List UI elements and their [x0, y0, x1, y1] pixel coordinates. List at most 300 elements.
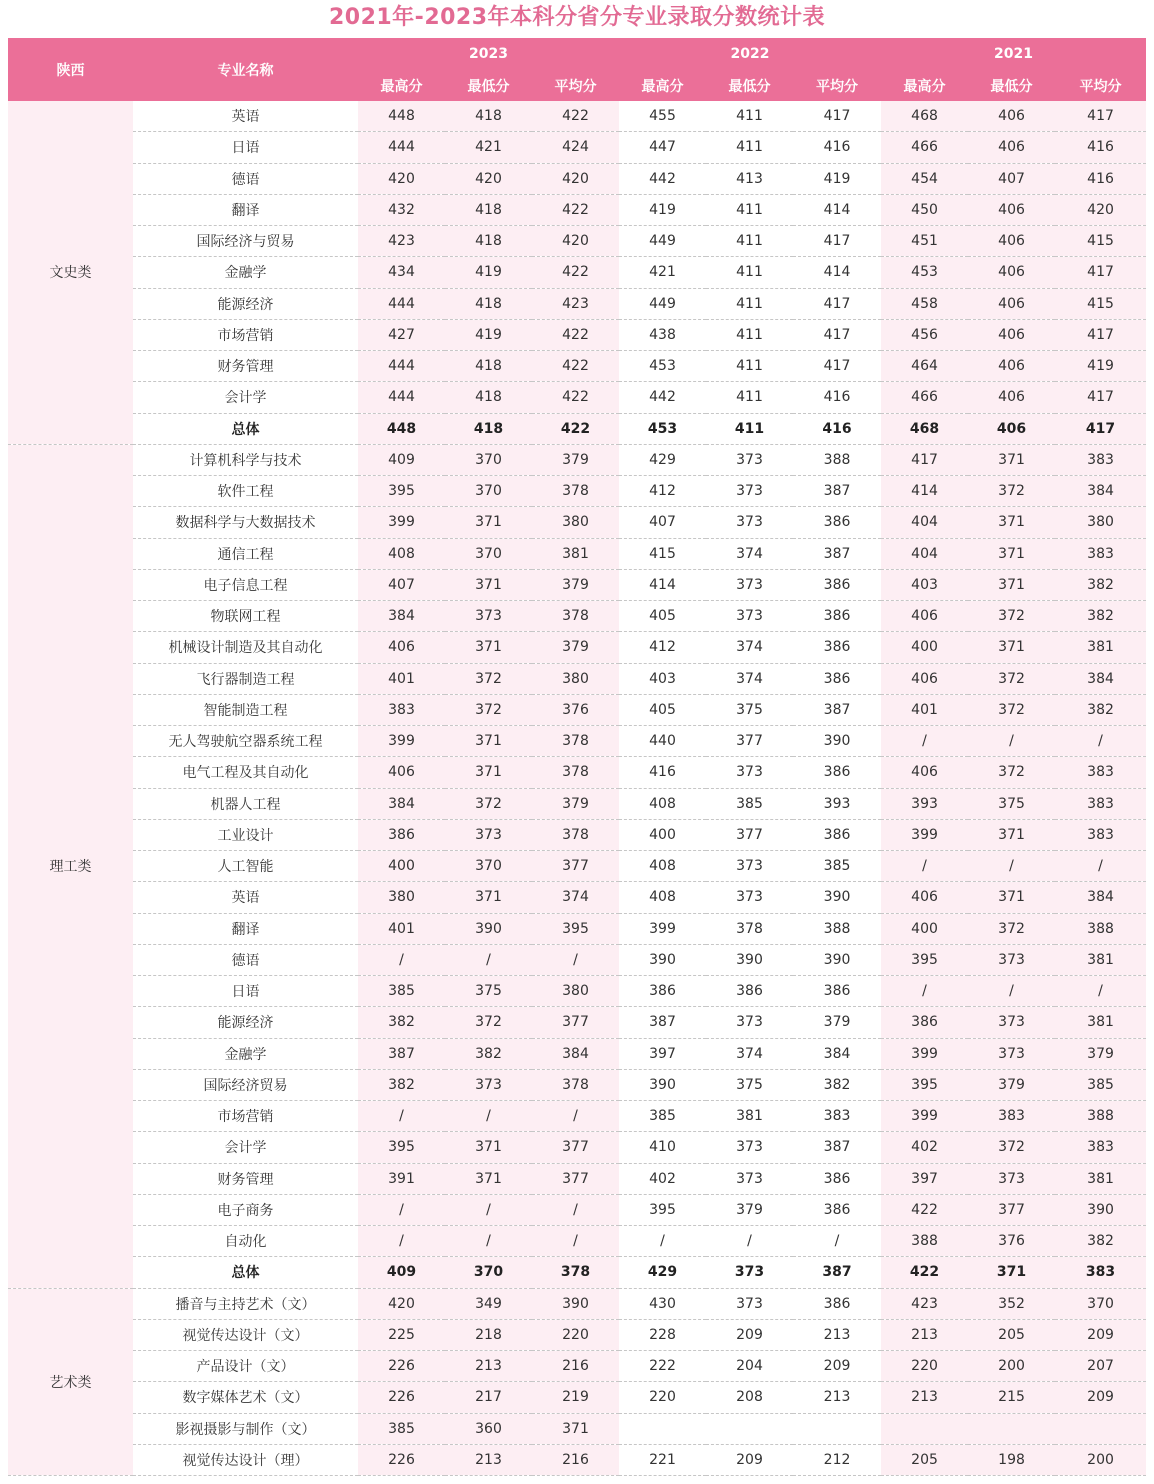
score-cell [1055, 1413, 1146, 1444]
score-cell: 373 [706, 601, 793, 632]
score-cell: 378 [532, 726, 619, 757]
score-cell: 373 [445, 1069, 532, 1100]
table-row [8, 788, 1146, 819]
score-cell: 409 [358, 1257, 445, 1288]
score-cell: 377 [532, 1163, 619, 1194]
major-name-cell: 通信工程 [133, 538, 358, 569]
score-cell: 374 [532, 882, 619, 913]
subheader-min-score: 最低分 [445, 70, 532, 101]
score-cell: 422 [532, 194, 619, 225]
score-cell: 406 [881, 757, 968, 788]
major-name-cell: 电子信息工程 [133, 569, 358, 600]
score-cell: 468 [881, 413, 968, 444]
table-row [8, 1382, 1146, 1413]
score-cell: 399 [358, 507, 445, 538]
score-cell: 209 [1055, 1382, 1146, 1413]
score-cell: 371 [445, 1163, 532, 1194]
score-cell: 374 [706, 632, 793, 663]
score-cell: 374 [706, 538, 793, 569]
score-cell: 448 [358, 101, 445, 132]
score-cell: 418 [445, 382, 532, 413]
table-row [8, 976, 1146, 1007]
score-cell: 376 [968, 1226, 1055, 1257]
score-cell: 411 [706, 257, 793, 288]
score-cell: 379 [532, 569, 619, 600]
score-cell: 399 [881, 1038, 968, 1069]
score-cell: 405 [619, 601, 706, 632]
score-cell: 411 [706, 288, 793, 319]
score-cell: 385 [619, 1101, 706, 1132]
score-cell: 407 [358, 569, 445, 600]
major-name-cell: 市场营销 [133, 319, 358, 350]
score-cell: 384 [532, 1038, 619, 1069]
table-row [8, 1351, 1146, 1382]
score-cell: 388 [1055, 1101, 1146, 1132]
table-row [8, 1226, 1146, 1257]
score-cell: 371 [968, 882, 1055, 913]
major-name-cell: 视觉传达设计（理） [133, 1444, 358, 1475]
score-cell: 382 [1055, 694, 1146, 725]
score-cell: 406 [968, 226, 1055, 257]
score-cell: 393 [881, 788, 968, 819]
score-cell: 383 [793, 1101, 881, 1132]
major-name-cell: 市场营销 [133, 1101, 358, 1132]
score-cell: 373 [445, 601, 532, 632]
score-cell: 371 [445, 726, 532, 757]
score-cell: 383 [358, 694, 445, 725]
score-cell: 422 [532, 382, 619, 413]
major-name-cell: 无人驾驶航空器系统工程 [133, 726, 358, 757]
score-cell: 209 [1055, 1319, 1146, 1350]
score-cell: 414 [793, 194, 881, 225]
score-cell: 370 [445, 444, 532, 475]
major-name-cell: 工业设计 [133, 819, 358, 850]
major-name-cell: 播音与主持艺术（文） [133, 1288, 358, 1319]
score-cell: 374 [706, 1038, 793, 1069]
score-cell: 200 [968, 1351, 1055, 1382]
table-row [8, 101, 1146, 132]
score-cell: 226 [358, 1382, 445, 1413]
score-cell: 417 [793, 101, 881, 132]
score-cell: 390 [793, 882, 881, 913]
score-cell: 449 [619, 226, 706, 257]
score-cell: 384 [793, 1038, 881, 1069]
score-cell [881, 1413, 968, 1444]
score-cell: 444 [358, 382, 445, 413]
score-cell: 444 [358, 132, 445, 163]
score-cell: 378 [532, 601, 619, 632]
score-cell: 406 [968, 194, 1055, 225]
score-cell: 217 [445, 1382, 532, 1413]
score-cell: 384 [1055, 882, 1146, 913]
score-cell: 432 [358, 194, 445, 225]
score-cell: 387 [619, 1007, 706, 1038]
score-cell: 399 [881, 819, 968, 850]
score-cell: 444 [358, 288, 445, 319]
subheader-max-score: 最高分 [358, 70, 445, 101]
score-cell: 444 [358, 351, 445, 382]
score-cell: 418 [445, 351, 532, 382]
score-cell: 397 [881, 1163, 968, 1194]
major-name-cell: 翻译 [133, 913, 358, 944]
score-cell: 408 [358, 538, 445, 569]
score-cell: 216 [532, 1444, 619, 1475]
score-cell: 411 [706, 132, 793, 163]
table-row [8, 257, 1146, 288]
score-cell: 219 [532, 1382, 619, 1413]
score-cell: 213 [445, 1444, 532, 1475]
major-name-cell: 翻译 [133, 194, 358, 225]
score-cell: 380 [532, 976, 619, 1007]
score-cell: 442 [619, 163, 706, 194]
score-cell: 406 [358, 757, 445, 788]
score-cell: 385 [793, 851, 881, 882]
score-cell: 447 [619, 132, 706, 163]
score-cell: 373 [968, 1163, 1055, 1194]
score-cell: 222 [619, 1351, 706, 1382]
score-cell: / [1055, 976, 1146, 1007]
score-cell: / [706, 1226, 793, 1257]
score-cell: 387 [793, 476, 881, 507]
score-cell: 386 [793, 601, 881, 632]
score-cell: 453 [619, 351, 706, 382]
table-row [8, 757, 1146, 788]
major-name-cell: 国际经济贸易 [133, 1069, 358, 1100]
score-cell: 375 [968, 788, 1055, 819]
score-cell: 385 [706, 788, 793, 819]
table-row [8, 194, 1146, 225]
score-cell: 373 [706, 569, 793, 600]
major-name-cell: 总体 [133, 1257, 358, 1288]
score-cell: 375 [706, 1069, 793, 1100]
major-name-cell: 电子商务 [133, 1194, 358, 1225]
table-row [8, 1007, 1146, 1038]
score-cell: 384 [358, 601, 445, 632]
score-cell: 418 [445, 413, 532, 444]
score-cell: 420 [358, 163, 445, 194]
score-cell: 410 [619, 1132, 706, 1163]
score-cell: 388 [881, 1226, 968, 1257]
score-cell: 399 [619, 913, 706, 944]
score-cell: 378 [532, 1069, 619, 1100]
year-header-2023: 2023 [358, 38, 619, 70]
score-cell: 372 [445, 694, 532, 725]
score-cell: 406 [881, 663, 968, 694]
score-cell: 387 [793, 1132, 881, 1163]
score-cell: 209 [706, 1319, 793, 1350]
score-cell: 399 [358, 726, 445, 757]
major-name-cell: 日语 [133, 132, 358, 163]
score-cell [706, 1413, 793, 1444]
score-cell: 372 [445, 663, 532, 694]
score-cell: 401 [358, 663, 445, 694]
major-name-cell: 总体 [133, 413, 358, 444]
score-cell: 213 [793, 1319, 881, 1350]
score-cell: 213 [881, 1382, 968, 1413]
score-cell: 391 [358, 1163, 445, 1194]
major-name-cell: 财务管理 [133, 1163, 358, 1194]
score-cell: 395 [532, 913, 619, 944]
subheader-avg-score: 平均分 [1055, 70, 1146, 101]
table-row [8, 1101, 1146, 1132]
major-name-header: 专业名称 [133, 38, 358, 101]
score-cell: 400 [619, 819, 706, 850]
score-cell: 417 [1055, 101, 1146, 132]
score-cell: 379 [1055, 1038, 1146, 1069]
major-name-cell: 飞行器制造工程 [133, 663, 358, 694]
score-cell: 373 [706, 1163, 793, 1194]
score-cell: 448 [358, 413, 445, 444]
major-name-cell: 数字媒体艺术（文） [133, 1382, 358, 1413]
score-cell: 405 [619, 694, 706, 725]
major-name-cell: 视觉传达设计（文） [133, 1319, 358, 1350]
score-cell: 380 [358, 882, 445, 913]
major-name-cell: 机械设计制造及其自动化 [133, 632, 358, 663]
table-row [8, 601, 1146, 632]
score-cell: 411 [706, 194, 793, 225]
score-cell: / [358, 944, 445, 975]
score-cell: 371 [445, 1132, 532, 1163]
score-cell: 438 [619, 319, 706, 350]
score-cell: 386 [793, 632, 881, 663]
score-cell: 416 [1055, 132, 1146, 163]
score-cell: 419 [1055, 351, 1146, 382]
major-name-cell: 自动化 [133, 1226, 358, 1257]
score-cell: / [358, 1194, 445, 1225]
score-cell: 215 [968, 1382, 1055, 1413]
score-cell: 417 [1055, 382, 1146, 413]
score-cell: 387 [793, 694, 881, 725]
score-cell: 371 [445, 882, 532, 913]
score-cell: / [968, 726, 1055, 757]
subheader-max-score: 最高分 [881, 70, 968, 101]
score-cell: 373 [706, 444, 793, 475]
score-cell: 386 [793, 569, 881, 600]
score-cell: 228 [619, 1319, 706, 1350]
table-row [8, 163, 1146, 194]
score-cell: 378 [532, 476, 619, 507]
score-cell: 388 [793, 444, 881, 475]
major-name-cell: 能源经济 [133, 1007, 358, 1038]
score-cell: 371 [968, 507, 1055, 538]
score-cell: 372 [445, 1007, 532, 1038]
score-cell: 226 [358, 1444, 445, 1475]
table-body [8, 101, 1146, 1476]
score-cell: / [532, 1194, 619, 1225]
score-cell: 419 [445, 319, 532, 350]
score-cell: 379 [706, 1194, 793, 1225]
score-cell: 198 [968, 1444, 1055, 1475]
score-cell: 373 [706, 1132, 793, 1163]
table-row [8, 819, 1146, 850]
score-cell: 420 [358, 1288, 445, 1319]
score-cell: 373 [968, 944, 1055, 975]
major-name-cell: 会计学 [133, 1132, 358, 1163]
score-cell: 411 [706, 351, 793, 382]
score-cell: 349 [445, 1288, 532, 1319]
score-cell: 386 [881, 1007, 968, 1038]
table-row [8, 726, 1146, 757]
score-cell: / [445, 1226, 532, 1257]
subheader-min-score: 最低分 [706, 70, 793, 101]
score-cell: 381 [706, 1101, 793, 1132]
score-cell: 395 [619, 1194, 706, 1225]
score-cell: 399 [881, 1101, 968, 1132]
score-cell: 213 [793, 1382, 881, 1413]
score-cell: 383 [1055, 1132, 1146, 1163]
score-cell: 205 [968, 1319, 1055, 1350]
score-cell: 373 [968, 1038, 1055, 1069]
score-cell [968, 1413, 1055, 1444]
year-header-2021: 2021 [881, 38, 1146, 70]
score-cell: 408 [619, 788, 706, 819]
score-cell: 373 [706, 1257, 793, 1288]
table-row [8, 1319, 1146, 1350]
major-name-cell: 财务管理 [133, 351, 358, 382]
score-cell: 381 [1055, 1163, 1146, 1194]
score-cell: 381 [1055, 632, 1146, 663]
score-cell: / [1055, 726, 1146, 757]
score-cell: 449 [619, 288, 706, 319]
score-cell: 371 [445, 507, 532, 538]
score-cell: 411 [706, 226, 793, 257]
score-cell: 390 [532, 1288, 619, 1319]
score-cell: 385 [358, 1413, 445, 1444]
score-cell: 386 [793, 1163, 881, 1194]
score-cell: 373 [706, 476, 793, 507]
category-cell: 理工类 [8, 444, 133, 1288]
score-cell: 371 [445, 632, 532, 663]
score-cell: 420 [445, 163, 532, 194]
score-cell: / [445, 944, 532, 975]
table-row [8, 476, 1146, 507]
score-cell: / [445, 1101, 532, 1132]
score-cell: 371 [968, 1257, 1055, 1288]
subheader-min-score: 最低分 [968, 70, 1055, 101]
major-name-cell: 电气工程及其自动化 [133, 757, 358, 788]
score-cell: 373 [706, 757, 793, 788]
score-cell: / [358, 1101, 445, 1132]
score-cell: 384 [1055, 476, 1146, 507]
score-cell: 417 [881, 444, 968, 475]
score-cell: 406 [968, 132, 1055, 163]
score-cell: 429 [619, 1257, 706, 1288]
major-name-cell: 智能制造工程 [133, 694, 358, 725]
score-cell: 377 [706, 726, 793, 757]
major-name-cell: 计算机科学与技术 [133, 444, 358, 475]
score-cell: / [881, 726, 968, 757]
score-cell: 212 [793, 1444, 881, 1475]
score-cell: 370 [445, 538, 532, 569]
score-cell: 373 [706, 507, 793, 538]
score-cell: 383 [1055, 819, 1146, 850]
table-row [8, 444, 1146, 475]
score-cell: 427 [358, 319, 445, 350]
table-row [8, 913, 1146, 944]
table-row [8, 538, 1146, 569]
major-name-cell: 会计学 [133, 382, 358, 413]
score-cell: 204 [706, 1351, 793, 1382]
score-cell: 371 [532, 1413, 619, 1444]
score-cell: 379 [968, 1069, 1055, 1100]
score-cell: 377 [532, 1007, 619, 1038]
score-cell: 387 [793, 538, 881, 569]
score-cell: 372 [968, 913, 1055, 944]
score-cell: 406 [881, 882, 968, 913]
score-cell: 409 [358, 444, 445, 475]
score-cell: 413 [706, 163, 793, 194]
score-cell: 419 [619, 194, 706, 225]
score-cell: 386 [619, 976, 706, 1007]
score-cell: 382 [1055, 569, 1146, 600]
score-cell: 373 [968, 1007, 1055, 1038]
score-cell: 442 [619, 382, 706, 413]
score-cell: 468 [881, 101, 968, 132]
score-cell: 411 [706, 413, 793, 444]
score-cell: 416 [793, 413, 881, 444]
score-cell [619, 1413, 706, 1444]
score-cell: 454 [881, 163, 968, 194]
score-cell: 414 [619, 569, 706, 600]
score-cell: 453 [881, 257, 968, 288]
score-cell: 226 [358, 1351, 445, 1382]
score-cell: 213 [881, 1319, 968, 1350]
score-cell: 456 [881, 319, 968, 350]
score-cell: 464 [881, 351, 968, 382]
score-cell: 419 [445, 257, 532, 288]
score-cell: 411 [706, 382, 793, 413]
score-cell: 380 [532, 507, 619, 538]
score-cell: 383 [1055, 757, 1146, 788]
score-cell: 412 [619, 476, 706, 507]
score-cell: 418 [445, 101, 532, 132]
score-cell: 406 [968, 319, 1055, 350]
score-cell: 384 [358, 788, 445, 819]
score-cell: 382 [793, 1069, 881, 1100]
score-cell: 423 [881, 1288, 968, 1319]
score-cell: 411 [706, 319, 793, 350]
score-cell: 390 [619, 1069, 706, 1100]
score-cell: 381 [1055, 1007, 1146, 1038]
score-cell: 466 [881, 382, 968, 413]
score-cell: 370 [445, 476, 532, 507]
table-row [8, 1194, 1146, 1225]
score-cell: 404 [881, 538, 968, 569]
score-cell: 385 [358, 976, 445, 1007]
score-cell: 416 [1055, 163, 1146, 194]
score-cell: 371 [968, 444, 1055, 475]
major-name-cell: 德语 [133, 944, 358, 975]
province-header: 陕西 [8, 38, 133, 101]
score-cell: / [619, 1226, 706, 1257]
score-cell: 422 [881, 1257, 968, 1288]
score-cell: 417 [793, 351, 881, 382]
score-cell: 220 [532, 1319, 619, 1350]
score-cell: 377 [968, 1194, 1055, 1225]
score-cell: 393 [793, 788, 881, 819]
score-cell [793, 1413, 881, 1444]
score-cell: 416 [619, 757, 706, 788]
score-cell: 412 [619, 632, 706, 663]
score-cell: / [793, 1226, 881, 1257]
score-cell: 420 [532, 226, 619, 257]
table-row [8, 1132, 1146, 1163]
score-cell: / [532, 1101, 619, 1132]
major-name-cell: 国际经济与贸易 [133, 226, 358, 257]
score-cell: 397 [619, 1038, 706, 1069]
score-cell: 458 [881, 288, 968, 319]
score-cell: 417 [1055, 257, 1146, 288]
